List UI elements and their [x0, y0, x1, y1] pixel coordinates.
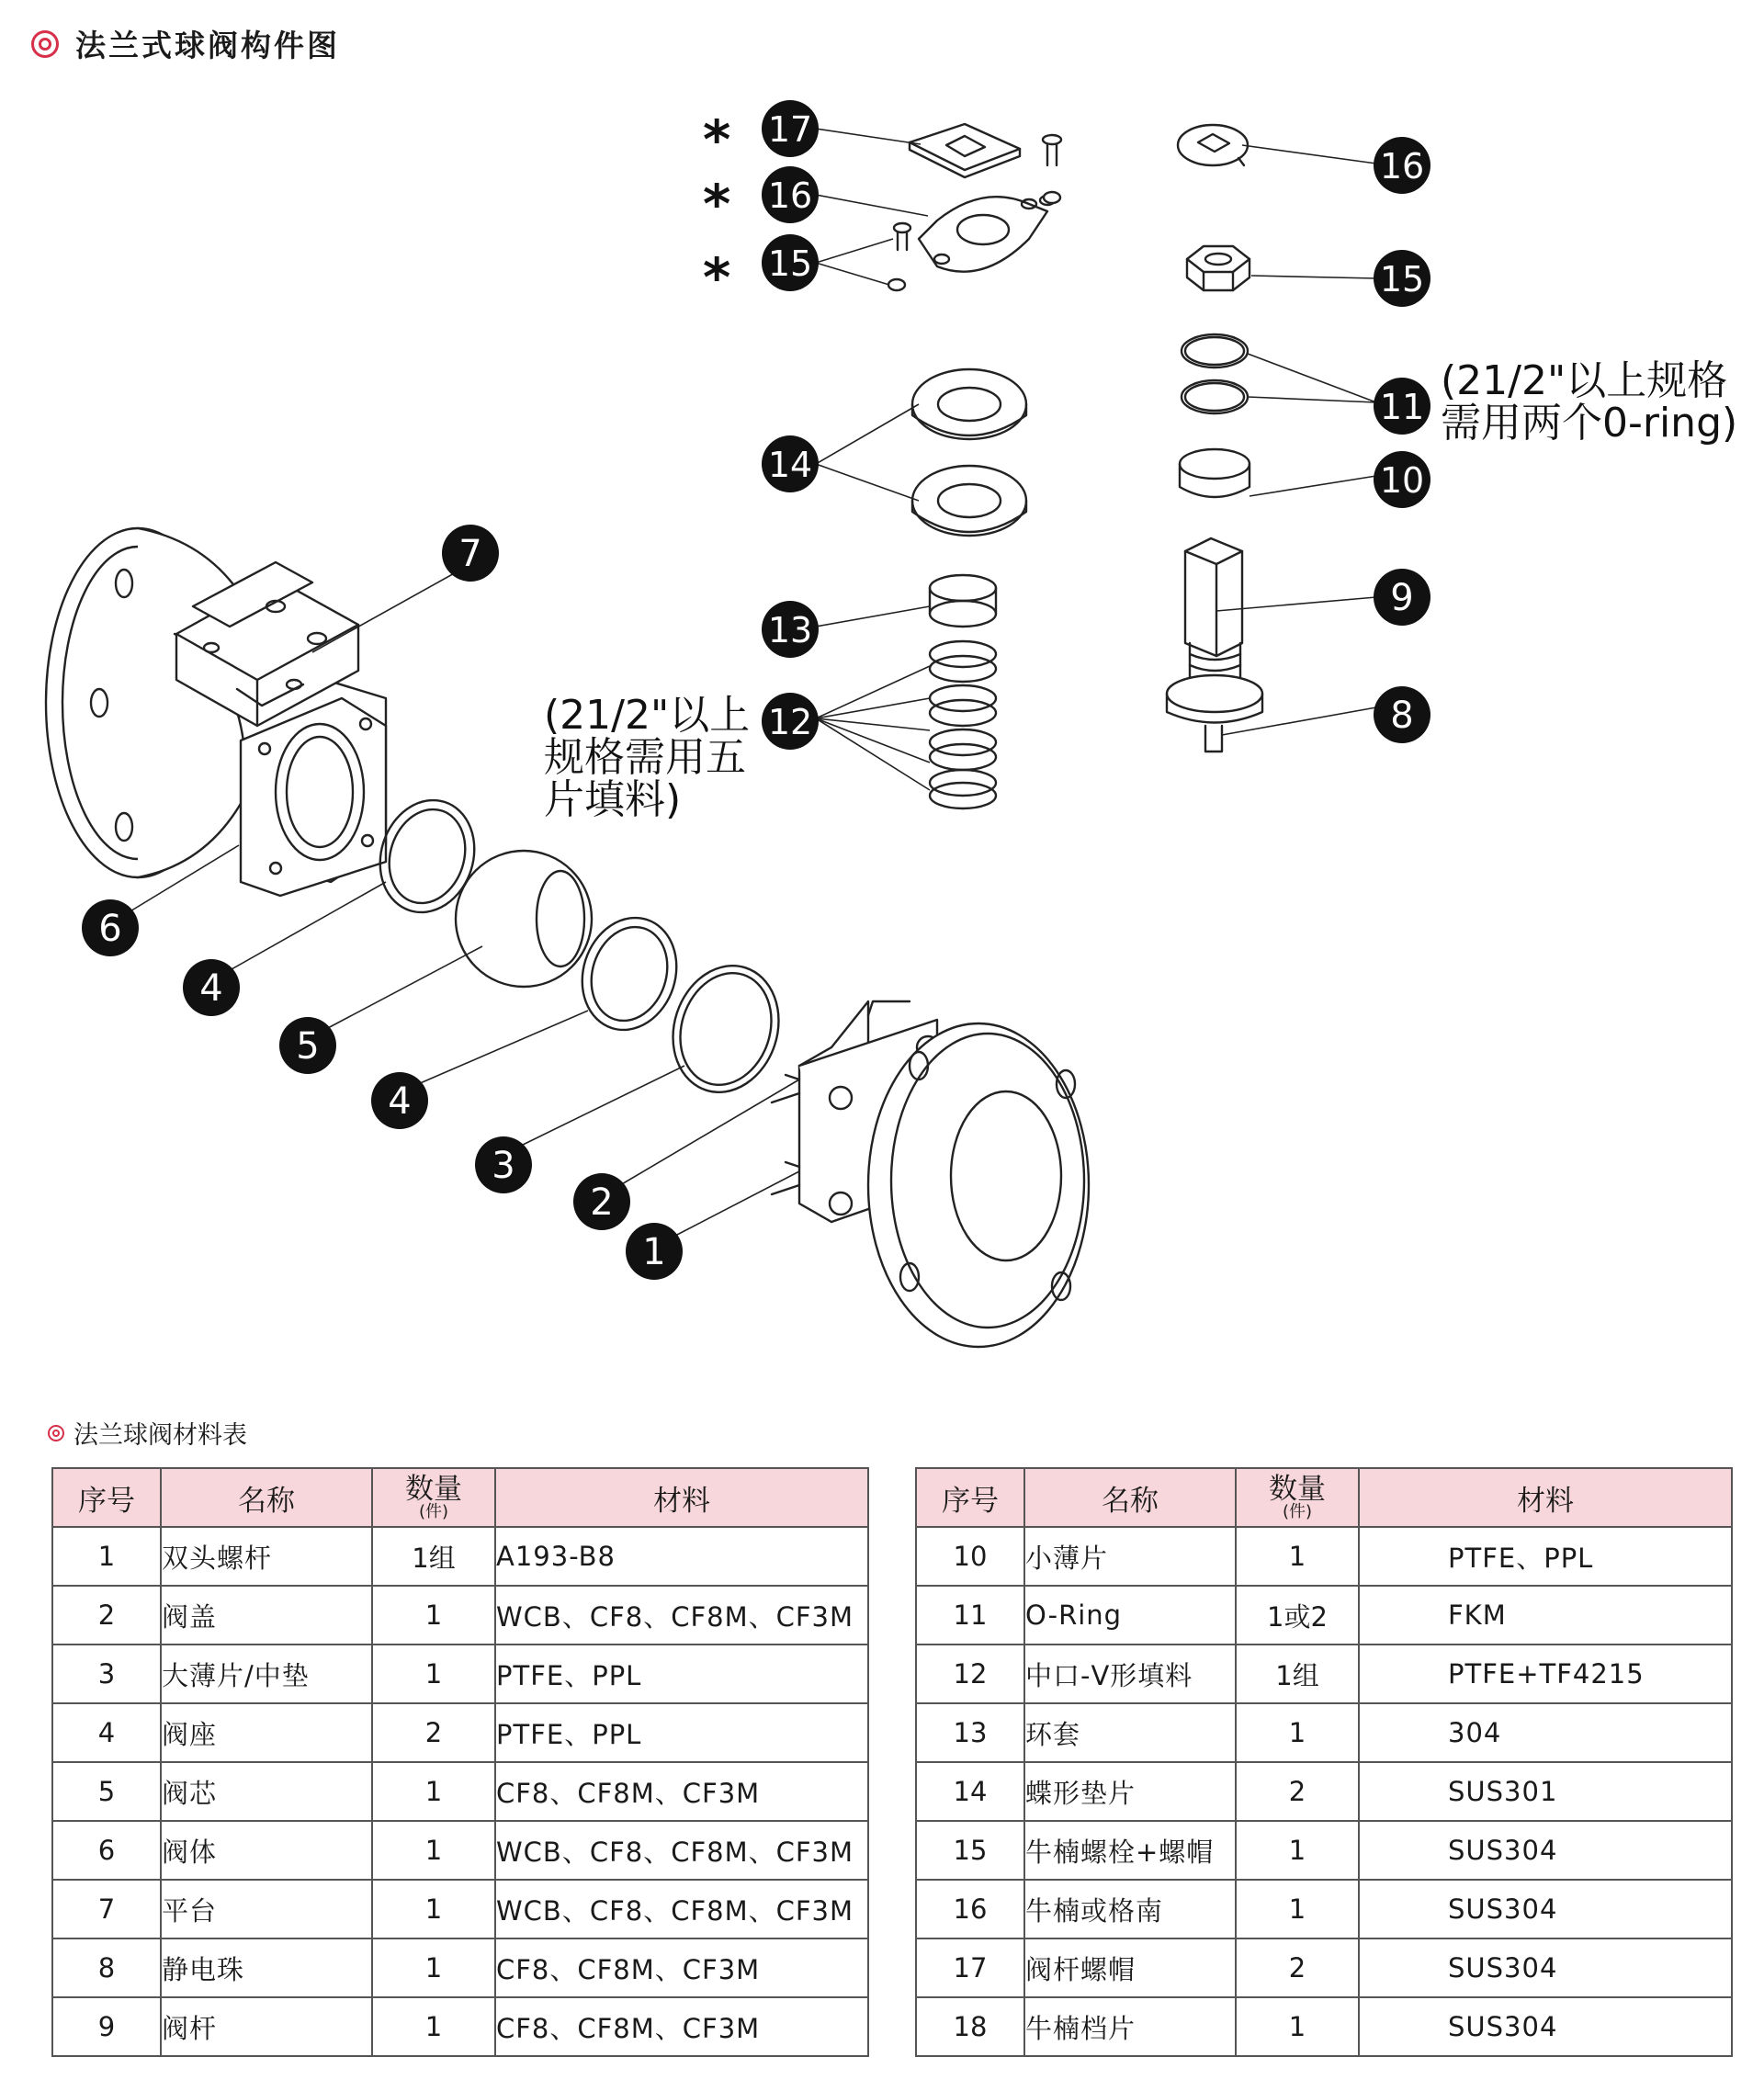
cell-qty: 1 [1236, 1880, 1359, 1938]
gland-flange-drawing [919, 196, 1055, 272]
asterisk-mark: * [703, 246, 731, 309]
packing-note: (21/2"以上 规格需用五 片填料) [544, 692, 751, 823]
callout-c8 [1374, 686, 1430, 743]
cell-qty: 1 [1236, 1821, 1359, 1880]
callout-c13 [762, 601, 819, 658]
cell-material: SUS304 [1359, 1997, 1732, 2056]
callout-number: 6 [98, 908, 122, 950]
table-header-row [52, 1468, 868, 1527]
belleville-washers-drawing [912, 369, 1026, 536]
callout-number: 1 [642, 1231, 666, 1273]
stop-plate-drawing [910, 124, 1061, 177]
cell-qty: 2 [372, 1703, 495, 1762]
table-row [52, 1821, 868, 1880]
cell-name: 蝶形垫片 [1024, 1762, 1236, 1821]
callout-c15a [762, 234, 819, 291]
cell-qty: 2 [1236, 1762, 1359, 1821]
table-row [52, 1938, 868, 1997]
table-row [52, 1527, 868, 1586]
table-row [916, 1997, 1732, 2056]
callout-c17 [762, 100, 819, 157]
table-row [916, 1586, 1732, 1645]
cell-qty: 1 [1236, 1997, 1359, 2056]
cell-name: 阀杆螺帽 [1024, 1938, 1236, 1997]
cell-no: 18 [916, 1997, 1024, 2056]
callout-number: 2 [590, 1181, 614, 1224]
table-title [48, 1415, 247, 1451]
materials-table-right [915, 1467, 1733, 2057]
cell-material: CF8、CF8M、CF3M [495, 1997, 868, 2056]
callout-number: 14 [767, 445, 813, 485]
cell-no: 17 [916, 1938, 1024, 1997]
cell-name: 大薄片/中垫 [161, 1645, 372, 1703]
cell-name: 静电珠 [161, 1938, 372, 1997]
callout-number: 15 [1379, 259, 1425, 300]
cell-qty: 2 [1236, 1938, 1359, 1997]
cell-qty: 1 [1236, 1527, 1359, 1586]
cell-material: WCB、CF8、CF8M、CF3M [495, 1880, 868, 1938]
callout-c4b [371, 1072, 428, 1129]
cell-no: 8 [52, 1938, 161, 1997]
cell-qty: 1 [1236, 1703, 1359, 1762]
callout-number: 16 [1379, 146, 1425, 186]
callout-c16b [1374, 137, 1430, 194]
table-row [916, 1821, 1732, 1880]
cell-no: 3 [52, 1645, 161, 1703]
cell-name: 双头螺杆 [161, 1527, 372, 1586]
cell-qty: 1 [372, 1762, 495, 1821]
cell-material: SUS304 [1359, 1938, 1732, 1997]
header-qty-label: 数量 [405, 1473, 462, 1506]
cell-no: 12 [916, 1645, 1024, 1703]
ball-drawing [456, 851, 592, 987]
cell-material: PTFE、PPL [495, 1645, 868, 1703]
callout-number: 4 [199, 967, 223, 1010]
callout-number: 3 [492, 1145, 515, 1187]
o-rings-drawing [1182, 334, 1248, 413]
callout-number: 15 [767, 243, 813, 284]
table-header-row [916, 1468, 1732, 1527]
table-row [916, 1645, 1732, 1703]
table-row [52, 1703, 868, 1762]
cell-name: 牛楠螺栓+螺帽 [1024, 1821, 1236, 1880]
cell-qty: 1 [372, 1997, 495, 2056]
cell-qty: 1组 [372, 1527, 495, 1586]
callout-c5 [279, 1017, 336, 1074]
cell-name: O-Ring [1024, 1586, 1236, 1645]
cell-material: SUS304 [1359, 1821, 1732, 1880]
cell-name: 牛楠档片 [1024, 1997, 1236, 2056]
thin-sheet-drawing [1180, 449, 1250, 497]
table-row [916, 1880, 1732, 1938]
gland-nut-drawing [1187, 246, 1250, 290]
table-row [52, 1645, 868, 1703]
header-material: 材料 [1359, 1468, 1732, 1527]
callout-c11 [1374, 378, 1430, 435]
callout-c14 [762, 435, 819, 492]
cell-no: 7 [52, 1880, 161, 1938]
callout-c6 [82, 899, 139, 956]
callout-number: 11 [1379, 387, 1425, 427]
header-name: 名称 [161, 1468, 372, 1527]
callout-number: 4 [388, 1080, 412, 1123]
table-row [52, 1762, 868, 1821]
callout-number: 9 [1390, 577, 1414, 619]
o-ring-note: (21/2"以上规格 需用两个0-ring) [1441, 357, 1738, 446]
callout-c4a [183, 959, 240, 1016]
cell-material: WCB、CF8、CF8M、CF3M [495, 1586, 868, 1645]
callout-c16a [762, 166, 819, 223]
cell-name: 阀盖 [161, 1586, 372, 1645]
table-row [916, 1938, 1732, 1997]
callout-number: 10 [1379, 460, 1425, 501]
header-material: 材料 [495, 1468, 868, 1527]
callout-c1 [626, 1223, 683, 1280]
table-row [52, 1880, 868, 1938]
cell-name: 阀杆 [161, 1997, 372, 2056]
cell-name: 小薄片 [1024, 1527, 1236, 1586]
header-no: 序号 [52, 1468, 161, 1527]
cell-name: 阀座 [161, 1703, 372, 1762]
header-qty-label: 数量 [1269, 1473, 1326, 1506]
packing-rings-drawing [930, 575, 996, 808]
cell-no: 11 [916, 1586, 1024, 1645]
callout-number: 13 [767, 610, 813, 650]
callout-c12 [762, 693, 819, 750]
cell-qty: 1 [372, 1938, 495, 1997]
cell-material: PTFE、PPL [495, 1703, 868, 1762]
cell-qty: 1 [372, 1821, 495, 1880]
valve-body-drawing [46, 528, 386, 896]
header-qty [1236, 1468, 1359, 1527]
valve-cap-drawing [772, 1001, 1089, 1347]
cell-qty: 1 [372, 1645, 495, 1703]
materials-table-left [51, 1467, 869, 2057]
callout-c7 [442, 525, 499, 582]
page-title-text: 法兰式球阀构件图 [75, 28, 340, 63]
cell-no: 4 [52, 1703, 161, 1762]
callout-number: 5 [296, 1025, 320, 1068]
callout-number: 12 [767, 702, 813, 742]
cell-no: 2 [52, 1586, 161, 1645]
header-qty-unit: (件) [418, 1502, 449, 1521]
cell-material: A193-B8 [495, 1527, 868, 1586]
cell-name: 环套 [1024, 1703, 1236, 1762]
cell-material: SUS301 [1359, 1762, 1732, 1821]
cell-material: WCB、CF8、CF8M、CF3M [495, 1821, 868, 1880]
table-row [916, 1762, 1732, 1821]
cell-material: 304 [1359, 1703, 1732, 1762]
cell-name: 平台 [161, 1880, 372, 1938]
cell-name: 中口-V形填料 [1024, 1645, 1236, 1703]
header-name: 名称 [1024, 1468, 1236, 1527]
callout-number: 16 [767, 175, 813, 216]
callout-number: 7 [458, 533, 482, 575]
table-row [52, 1586, 868, 1645]
cell-no: 6 [52, 1821, 161, 1880]
asterisk-mark: * [703, 108, 731, 171]
cell-no: 5 [52, 1762, 161, 1821]
cell-qty: 1 [372, 1586, 495, 1645]
callout-c10 [1374, 451, 1430, 508]
callout-number: 17 [767, 109, 813, 150]
cell-material: SUS304 [1359, 1880, 1732, 1938]
table-title-text: 法兰球阀材料表 [74, 1421, 247, 1450]
cell-qty: 1组 [1236, 1645, 1359, 1703]
cell-no: 14 [916, 1762, 1024, 1821]
cell-no: 13 [916, 1703, 1024, 1762]
callout-number: 8 [1390, 695, 1414, 737]
cell-material: FKM [1359, 1586, 1732, 1645]
table-row [52, 1997, 868, 2056]
callout-c15b [1374, 250, 1430, 307]
cell-name: 牛楠或格南 [1024, 1880, 1236, 1938]
cell-qty: 1或2 [1236, 1586, 1359, 1645]
cell-material: CF8、CF8M、CF3M [495, 1762, 868, 1821]
table-row [916, 1527, 1732, 1586]
header-qty-unit: (件) [1282, 1502, 1313, 1521]
callout-c2 [573, 1173, 630, 1230]
callout-c9 [1374, 569, 1430, 626]
cell-material: PTFE、PPL [1359, 1527, 1732, 1586]
header-no: 序号 [916, 1468, 1024, 1527]
stop-washer-drawing [1178, 125, 1248, 165]
cell-name: 阀芯 [161, 1762, 372, 1821]
double-circle-icon [48, 1425, 64, 1441]
cell-qty: 1 [372, 1880, 495, 1938]
callout-c3 [475, 1136, 532, 1193]
valve-stem-drawing [1167, 538, 1262, 752]
asterisk-mark: * [703, 173, 731, 235]
header-qty [372, 1468, 495, 1527]
cell-name: 阀体 [161, 1821, 372, 1880]
gasket-drawing [657, 952, 795, 1106]
cell-material: CF8、CF8M、CF3M [495, 1938, 868, 1997]
cell-no: 16 [916, 1880, 1024, 1938]
cell-no: 9 [52, 1997, 161, 2056]
cell-material: PTFE+TF4215 [1359, 1645, 1732, 1703]
cell-no: 10 [916, 1527, 1024, 1586]
cell-no: 15 [916, 1821, 1024, 1880]
cell-no: 1 [52, 1527, 161, 1586]
table-row [916, 1703, 1732, 1762]
